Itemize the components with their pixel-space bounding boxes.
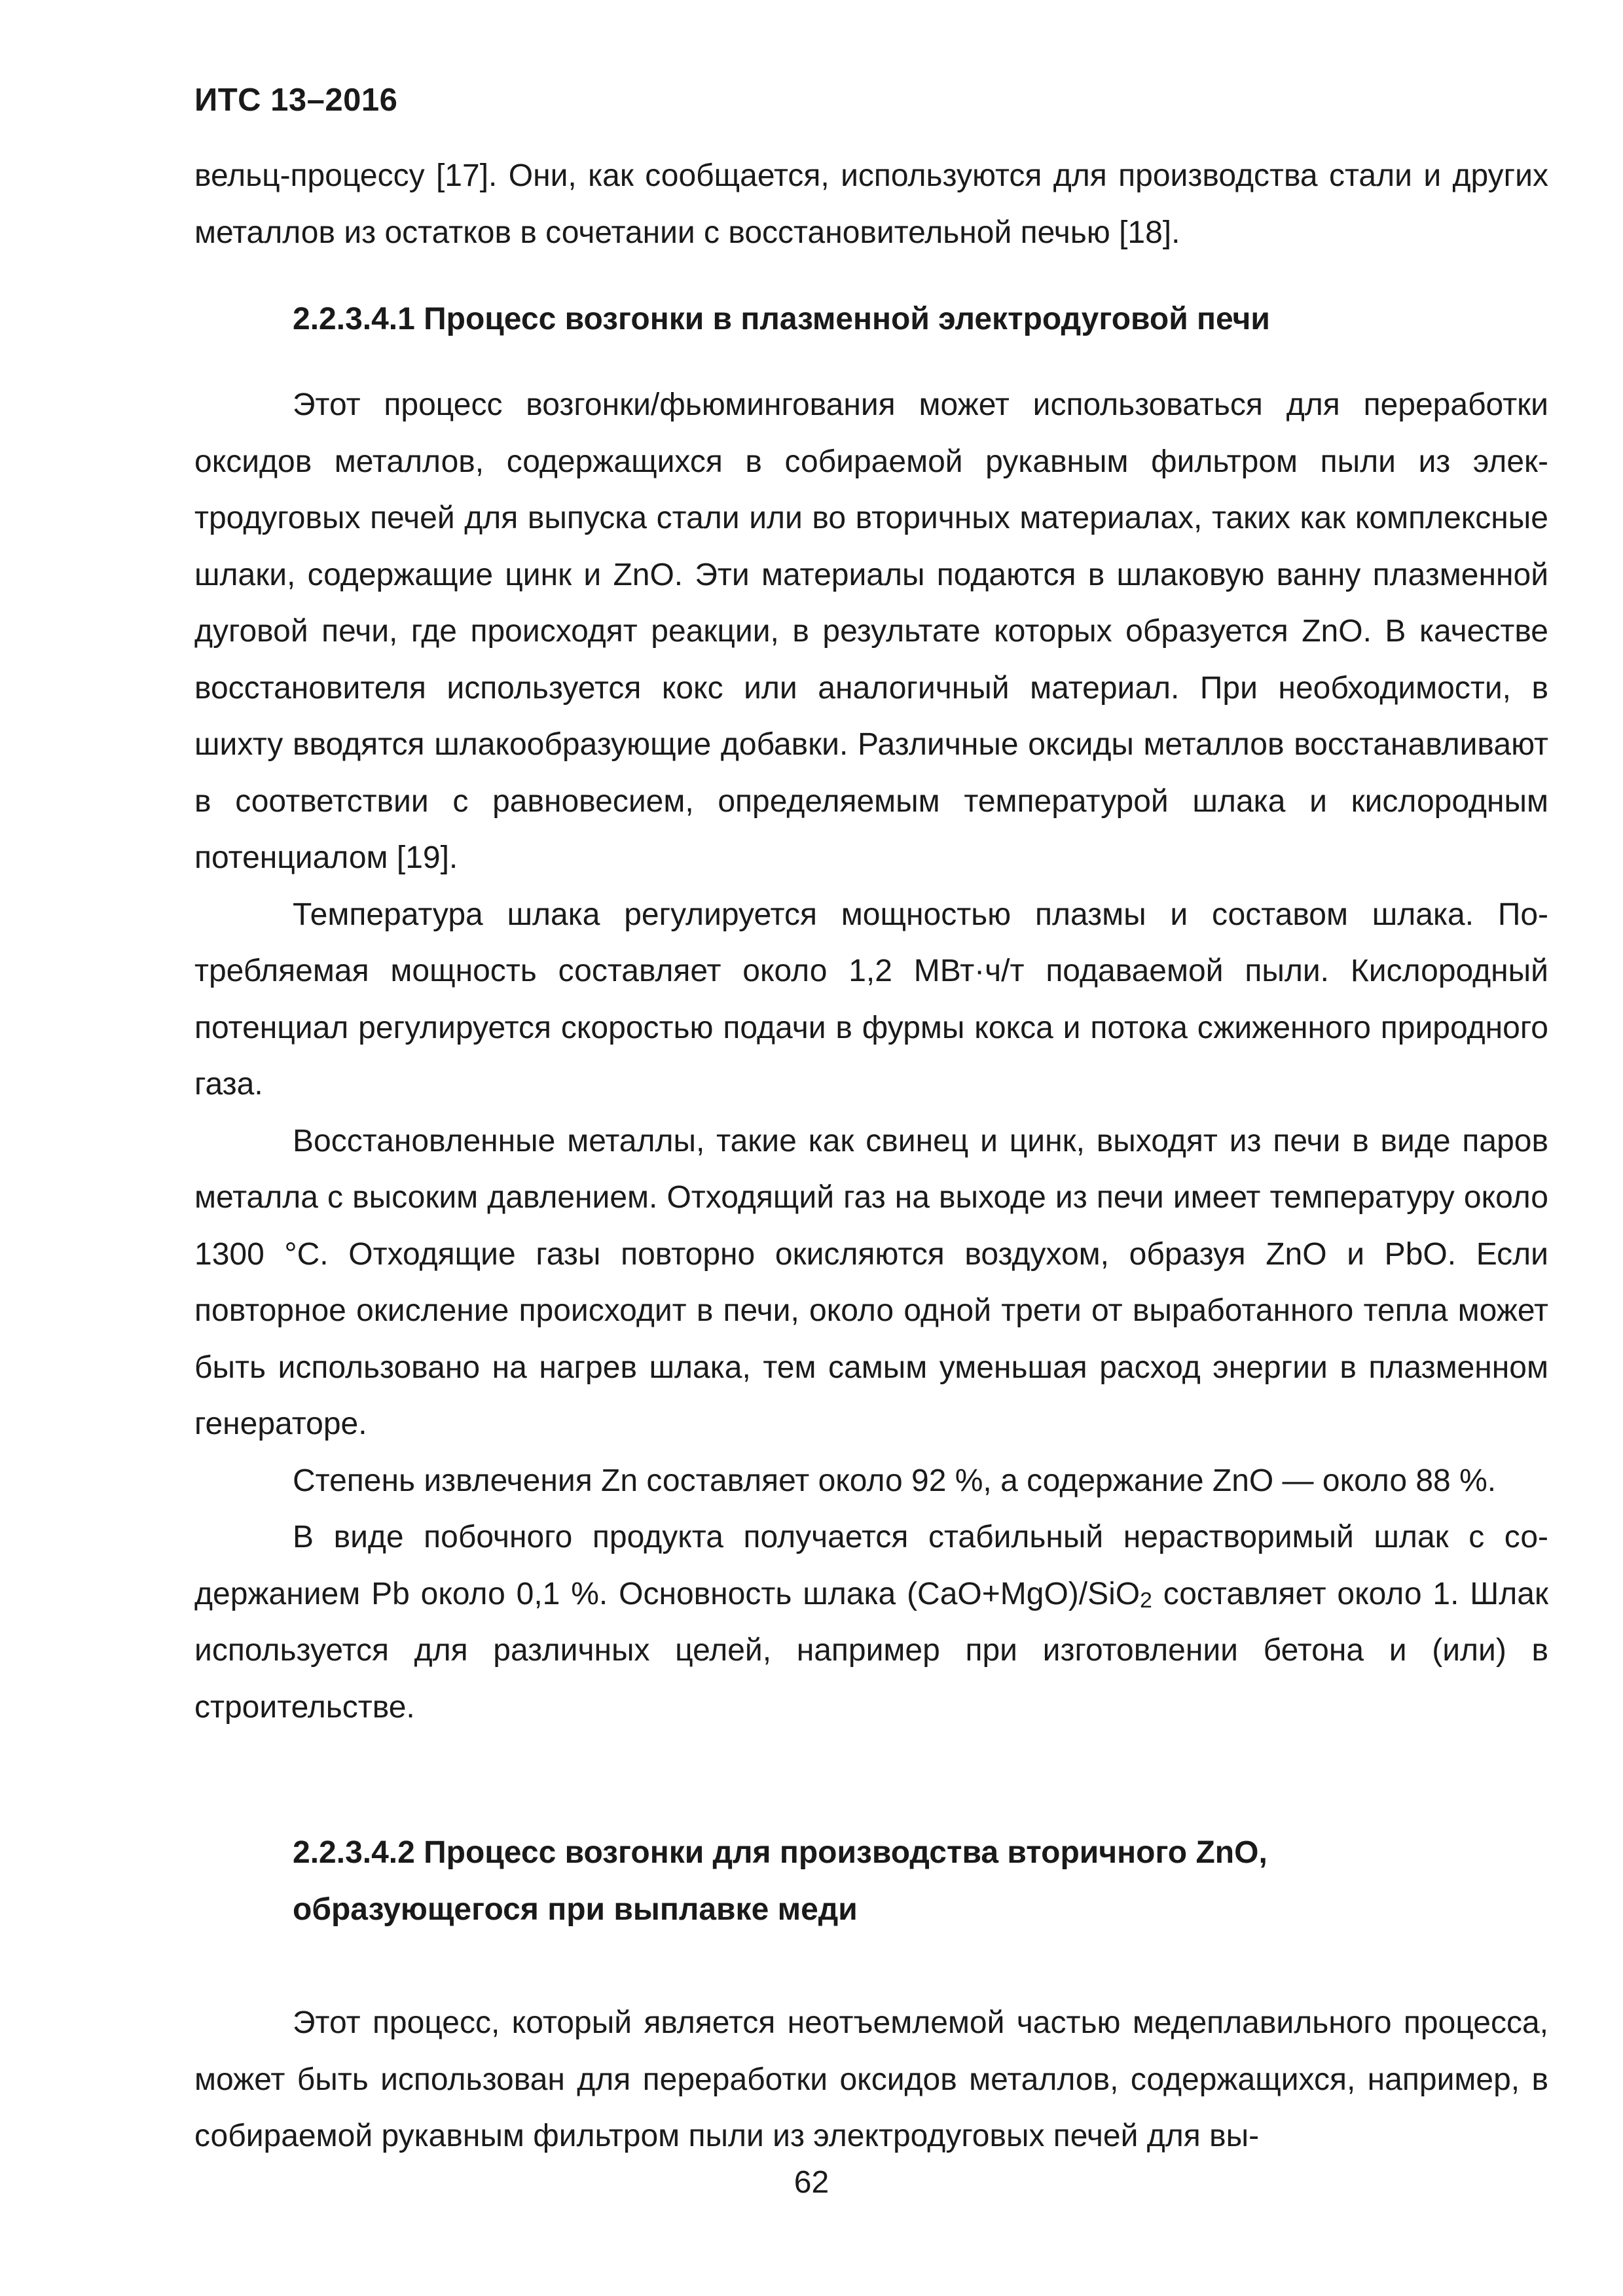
subscript-2: 2 [1140, 1588, 1152, 1613]
section1-paragraph-1: Этот процесс возгонки/фьюмингования может использоваться для переработки оксидов металлов, содержащихся в собираемой рукавным фильтром пыли из электродуговых печей для выпуска стали или во вторичных материалах, таких как комплексные шлаки, содержащие цинк и ZnO. Эти материалы подаются в шлаковую ванну плазменной дуговой печи, где происходят реакции, в результате которых образуется ZnO. В качестве восстановителя используется кокс или аналогичный материал. При необходимости, в шихту вводятся шлакообразующие добавки. Различные оксиды металлов восстанавливают в соответствии с равновесием, определяемым температурой шлака и кислородным потенциалом [19]. [194, 387, 1548, 875]
section2-paragraph-1: Этот процесс, который является неотъемлемой частью медеплавильного процесса, может быть использован для переработки оксидов металлов, содержащихся, например, в собираемой рукавным фильтром пыли из электродуговых печей для вы- [194, 2005, 1548, 2153]
section1-paragraph-2: Температура шлака регулируется мощностью плазмы и составом шлака. Потребляемая мощность составляет около 1,2 МВт·ч/т подаваемой пыли. Кислородный потенциал регулируется скоростью подачи в фурмы кокса и потока сжиженного природного газа. [194, 897, 1548, 1102]
section2-body [194, 1995, 1548, 2165]
section1-body [194, 377, 1548, 1736]
page-number: 62 [793, 2165, 830, 2200]
section-heading-2-2-3-4-2 [293, 1825, 1537, 1938]
paragraph-5-text-start: В виде побочного продукта получается стабильный нерастворимый шлак с содержанием Pb около 0,1 %. Основность шлака (CaO+MgO)/SiO [194, 1520, 1548, 1611]
section1-paragraph-3: Восстановленные металлы, такие как свинец и цинк, выходят из печи в виде паров металла с высоким давлением. Отходящий газ на выходе из печи имеет температуру около 1300 °С. Отходящие газы повторно окисляются воздухом, образуя ZnO и PbO. Если повторное окисление происходит в печи, около одной трети от выработанного тепла может быть использовано на нагрев шлака, тем самым уменьшая расход энергии в плазменном генераторе. [194, 1123, 1548, 1441]
section-heading-line-1: 2.2.3.4.2 Процесс возгонки для производства вторичного ZnO, [293, 1835, 1267, 1870]
section1-paragraph-4: Степень извлечения Zn составляет около 92 %, а содержание ZnO — около 88 %. [293, 1463, 1497, 1498]
intro-paragraph: вельц-процессу [17]. Они, как сообщается, используются для производства стали и других металлов из остатков в сочетании с восстановительной печью [18]. [194, 158, 1548, 250]
section-heading-2-2-3-4-1: 2.2.3.4.1 Процесс возгонки в плазменной электродуговой печи [293, 302, 1270, 336]
intro-paragraph-block [194, 148, 1548, 261]
section1-paragraph-5 [194, 1509, 1548, 1736]
paragraph-5-text-end: составляет около 1. Шлак используется для различных целей, например при изготовлении бетона и (или) в строительстве. [194, 1576, 1549, 1725]
section-heading-line-2: образующегося при выплавке меди [293, 1892, 858, 1927]
document-header-title: ИТС 13–2016 [194, 82, 398, 118]
